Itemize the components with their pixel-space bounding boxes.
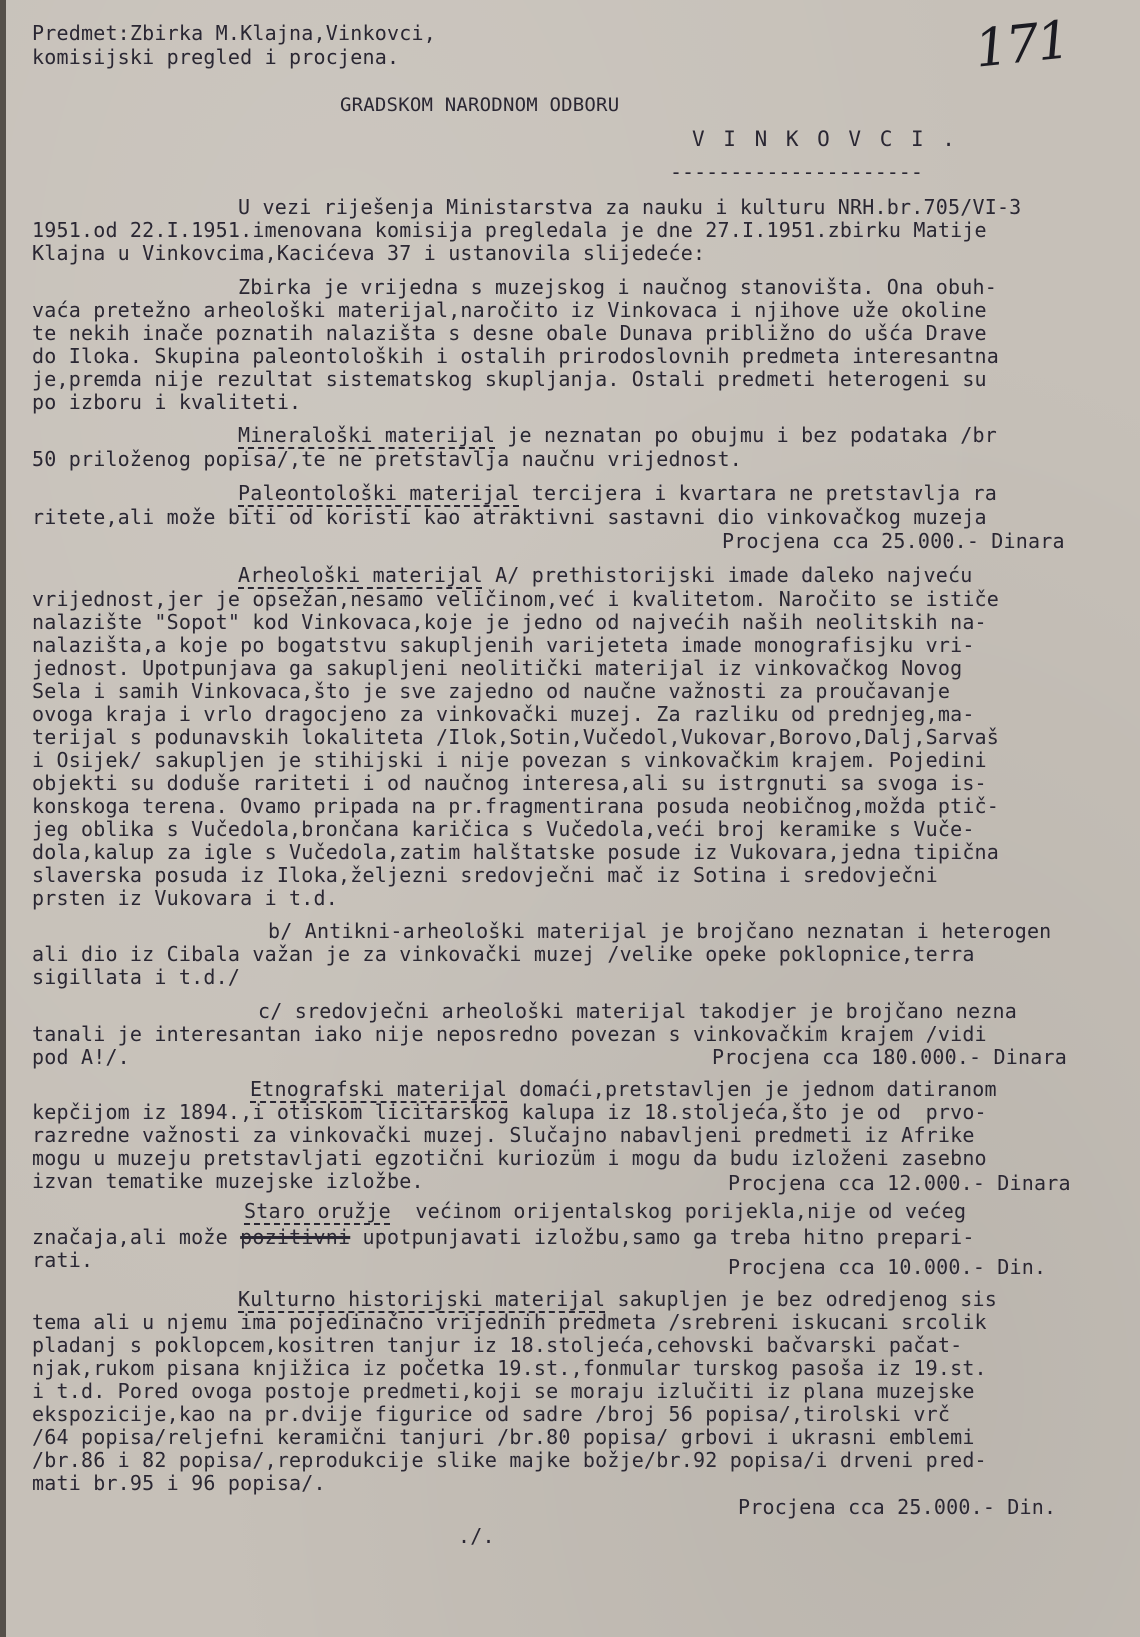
arch-line: objekti su doduše rariteti i od naučnog interesa,ali su istrgnuti sa svoga is-	[32, 771, 987, 795]
cultural-line: /64 popisa/reljefni keramični tanjuri /br.80 popisa/ grbovi i ukrasni emblemi	[32, 1425, 975, 1449]
general-line: Zbirka je vrijedna s muzejskog i naučnog stanovišta. Ona obuh-	[238, 275, 997, 299]
paleo-text: tercijera i kvartara ne pretstavlja ra	[519, 481, 997, 505]
arch-line: nalazište "Sopot" kod Vinkovaca,koje je jedno od najvećih naših neolitskih na-	[32, 610, 987, 634]
ethno-estimate: Procjena cca 12.000.- Dinara	[728, 1171, 1071, 1195]
weapons-line-2a: značaja,ali može	[32, 1225, 241, 1249]
general-line: do Iloka. Skupina paleontoloških i ostalih prirodoslovnih predmeta interesantna	[32, 344, 1000, 368]
ethno-line: mogu u muzeju pretstavljati egzotični kuriozüm i mogu da budu izloženi zasebno	[32, 1146, 987, 1170]
struck-word: pozitivni	[240, 1225, 351, 1249]
general-line: vaća pretežno arheološki materijal,naročito iz Vinkovaca i njihove uže okoline	[32, 298, 987, 322]
continued-mark: ./.	[458, 1524, 495, 1548]
mineral-paragraph	[238, 424, 997, 446]
paleo-paragraph	[238, 482, 997, 504]
cultural-line: njak,rukom pisana knjižica iz početka 19.st.,fonmular turskog pasoša iz 19.st.	[32, 1356, 987, 1380]
general-line: po izboru i kvaliteti.	[32, 390, 302, 414]
cultural-line: pladanj s poklopcem,kositren tanjur iz 18.stoljeća,cehovski bačvarski pačat-	[32, 1333, 963, 1357]
arch-line: jednost. Upotpunjava ga sakupljeni neolitički materijal iz vinkovačkog Novog	[32, 656, 963, 680]
arch-line: prsten iz Vukovara i t.d.	[32, 886, 339, 910]
paleo-line-2: ritete,ali može biti od koristi kao atraktivni sastavni dio vinkovačkog muzeja	[32, 505, 987, 529]
city-title: V I N K O V C I .	[692, 127, 958, 151]
arch-heading: Arheološki materijal	[238, 563, 483, 587]
cultural-line: ekspozicije,kao na pr.dvije figurice od sadre /broj 56 popisa/,tirolski vrč	[32, 1402, 951, 1426]
ethno-line: razredne važnosti za vinkovački muzej. Slučajno nabavljeni predmeti iz Afrike	[32, 1123, 975, 1147]
city-underline: ---------------------	[670, 160, 923, 184]
addressee: GRADSKOM NARODNOM ODBORU	[340, 94, 620, 116]
ethno-paragraph	[250, 1078, 997, 1100]
arch-line: vrijednost,jer je opsežan,nesamo veličinom,već i kvalitetom. Naročito se ističe	[32, 587, 1000, 611]
arch-b-line: b/ Antikni-arheološki materijal je brojčano neznatan i heterogen	[268, 919, 1052, 943]
ethno-text: domaći,pretstavljen je jednom datiranom	[507, 1077, 997, 1101]
arch-line: jeg oblika s Vučedola,brončana karičica s Vučedola,veći broj keramike s Vuče-	[32, 817, 975, 841]
ethno-line: kepčijom iz 1894.,i otiskom licitarskog kalupa iz 18.stoljeća,što je od prvo-	[32, 1100, 987, 1124]
arch-estimate: Procjena cca 180.000.- Dinara	[712, 1045, 1067, 1069]
general-line: te nekih inače poznatih nalazišta s desne obale Dunava približno do ušća Drave	[32, 321, 987, 345]
arch-line: dola,kalup za igle s Vučedola,zatim halštatske posude iz Vukovara,jedna tipična	[32, 840, 1000, 864]
arch-line: konskoga terena. Ovamo pripada na pr.fragmentirana posuda neobičnog,možda ptič-	[32, 794, 1000, 818]
paleo-heading: Paleontološki materijal	[238, 481, 520, 505]
arch-text: A/ prethistorijski imade daleko najveću	[482, 563, 973, 587]
weapons-heading: Staro oružje	[244, 1199, 391, 1223]
mineral-line-2: 50 priloženog popisa/,te ne pretstavlja naučnu vrijednost.	[32, 447, 742, 471]
ethno-last-line: izvan tematike muzejske izložbe.	[32, 1169, 424, 1193]
cultural-paragraph	[238, 1288, 997, 1310]
mineral-text: je neznatan po obujmu i bez podataka /br	[495, 423, 997, 447]
weapons-line-3: rati.	[32, 1248, 94, 1272]
general-line: je,premda nije rezultat sistematskog skupljanja. Ostali predmeti heterogeni su	[32, 367, 987, 391]
cultural-text: sakupljen je bez odredjenog sis	[605, 1287, 997, 1311]
arch-line: i Osijek/ sakupljen je stihijski i nije povezan s vinkovačkim krajem. Pojedini	[32, 748, 987, 772]
weapons-line-2b: upotpunjavati izložbu,samo ga treba hitno prepari-	[350, 1225, 975, 1249]
arch-line: ovoga kraja i vrlo dragocjeno za vinkovački muzej. Za razliku od prednjeg,ma-	[32, 702, 975, 726]
arch-paragraph	[238, 564, 972, 586]
paleo-estimate: Procjena cca 25.000.- Dinara	[722, 529, 1065, 553]
cultural-line: i t.d. Pored ovoga postoje predmeti,koji se moraju izlučiti iz plana muzejske	[32, 1379, 975, 1403]
arch-b-line: ali dio iz Cibala važan je za vinkovački muzej /velike opeke poklopnice,terra	[32, 942, 975, 966]
arch-line: Sela i samih Vinkovaca,što je sve zajedno od naučne važnosti za proučavanje	[32, 679, 951, 703]
cultural-heading: Kulturno historijski materijal	[238, 1287, 606, 1311]
subject-line-2: komisijski pregled i procjena.	[32, 45, 400, 69]
arch-line: slaverska posuda iz Iloka,željezni sredovječni mač iz Sotina i sredovječni	[32, 863, 938, 887]
weapons-estimate: Procjena cca 10.000.- Din.	[728, 1255, 1047, 1279]
scan-edge	[0, 0, 6, 1637]
cultural-line: tema ali u njemu ima pojedinačno vrijednih predmeta /srebreni iskucani srcolik	[32, 1310, 987, 1334]
cultural-line: /br.86 i 82 popisa/,reprodukcije slike majke božje/br.92 popisa/i drveni pred-	[32, 1448, 987, 1472]
arch-c-line: tanali je interesantan iako nije neposredno povezan s vinkovačkim krajem /vidi	[32, 1022, 987, 1046]
weapons-paragraph	[244, 1200, 966, 1222]
handwritten-page-number: 171	[972, 10, 1072, 80]
weapons-line-2	[32, 1226, 975, 1248]
cultural-estimate: Procjena cca 25.000.- Din.	[738, 1495, 1057, 1519]
arch-line: terijal s podunavskih lokaliteta /Ilok,Sotin,Vučedol,Vukovar,Borovo,Dalj,Sarvaš	[32, 725, 1000, 749]
intro-line: 1951.od 22.I.1951.imenovana komisija pregledala je dne 27.I.1951.zbirku Matije	[32, 218, 987, 242]
arch-c-line: c/ sredovječni arheološki materijal takodjer je brojčano nezna	[258, 999, 1017, 1023]
intro-line: U vezi riješenja Ministarstva za nauku i kulturu NRH.br.705/VI-3	[238, 195, 1022, 219]
weapons-text: većinom orijentalskog porijekla,nije od većeg	[390, 1199, 967, 1223]
arch-b-line: sigillata i t.d./	[32, 965, 241, 989]
cultural-line: mati br.95 i 96 popisa/.	[32, 1471, 326, 1495]
intro-line: Klajna u Vinkovcima,Kacićeva 37 i ustanovila slijedeće:	[32, 241, 706, 265]
subject-line-1: Predmet:Zbirka M.Klajna,Vinkovci,	[32, 21, 436, 45]
arch-c-line: pod A!/.	[32, 1045, 130, 1069]
arch-line: nalazišta,a koje po bogatstvu sakupljenih varijeteta imade monografisjku vri-	[32, 633, 975, 657]
ethno-heading: Etnografski materijal	[250, 1077, 508, 1101]
mineral-heading: Mineraloški materijal	[238, 423, 496, 447]
